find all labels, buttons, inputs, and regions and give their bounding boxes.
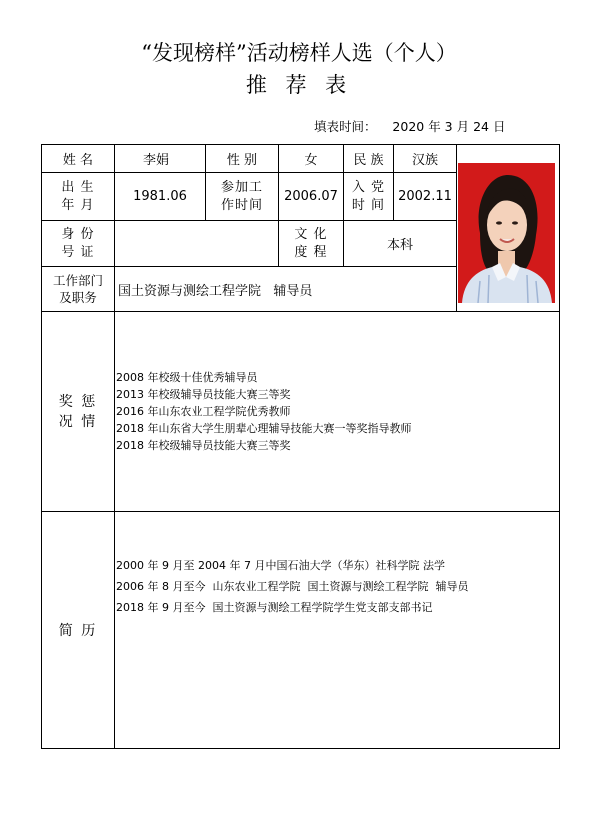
portrait-photo (458, 163, 555, 303)
table-rule (456, 144, 457, 312)
party-label-line2: 时 间 (351, 197, 386, 213)
birth-label-line1: 出 生 (61, 179, 95, 195)
list-item: 2018 年校级辅导员技能大赛三等奖 (116, 439, 291, 452)
id-label-line1: 身 份 (61, 226, 95, 242)
list-item: 2013 年校级辅导员技能大赛三等奖 (116, 388, 291, 401)
list-item: 2000 年 9 月至 2004 年 7 月中国石油大学（华东）社科学院 法学 (116, 559, 445, 572)
birth-value: 1981.06 (133, 189, 187, 204)
dept-label-line2: 及职务 (59, 290, 97, 305)
id-value (115, 221, 278, 266)
form-subtitle: 推 荐 表 (245, 73, 353, 97)
name-value: 李娟 (143, 153, 170, 168)
resume-label: 简 历 (58, 623, 98, 639)
dept-label-line1: 工作部门 (52, 273, 103, 288)
table-rule (41, 511, 560, 512)
work-start-label (206, 173, 278, 220)
gender-value: 女 (304, 153, 318, 168)
education-label-line2: 度 程 (294, 244, 328, 260)
table-border-right (559, 144, 560, 749)
list-item: 2016 年山东农业工程学院优秀教师 (116, 405, 291, 418)
list-item: 2008 年校级十佳优秀辅导员 (116, 371, 258, 384)
list-item: 2006 年 8 月至今 山东农业工程学院 国土资源与测绘工程学院 辅导员 (116, 580, 469, 593)
form-title: “发现榜样”活动榜样人选（个人） (141, 41, 457, 65)
awards-label (42, 312, 114, 511)
name-label: 姓 名 (62, 153, 94, 168)
education-value: 本科 (386, 238, 413, 253)
work-start-label-line1: 参加工 (220, 179, 263, 195)
table-rule (41, 311, 560, 312)
resume-list (116, 555, 468, 618)
id-label (42, 221, 114, 266)
awards-label-line1: 奖 惩 (58, 393, 98, 410)
fill-date-value: 2020 年 3 月 24 日 (392, 119, 506, 134)
party-value: 2002.11 (398, 189, 452, 204)
awards-label-line2: 况 情 (58, 413, 98, 430)
birth-label (42, 173, 114, 220)
ethnicity-label: 民 族 (353, 153, 384, 168)
portrait-image (458, 163, 555, 303)
work-start-label-line2: 作时间 (220, 197, 263, 213)
fill-date (314, 117, 505, 135)
gender-label: 性 别 (226, 153, 258, 168)
work-start-value: 2006.07 (284, 189, 338, 204)
ethnicity-value: 汉族 (411, 153, 438, 168)
fill-date-label: 填表时间： (314, 119, 377, 134)
dept-label (42, 267, 114, 311)
birth-label-line2: 年 月 (61, 197, 95, 213)
education-label (279, 221, 343, 266)
party-label-line1: 入 党 (351, 179, 386, 195)
list-item: 2018 年 9 月至今 国土资源与测绘工程学院学生党支部支部书记 (116, 601, 433, 614)
id-label-line2: 号 证 (61, 244, 95, 260)
education-label-line1: 文 化 (294, 226, 328, 242)
table-border-bottom (41, 748, 560, 749)
awards-list (116, 369, 412, 454)
party-label (344, 173, 393, 220)
dept-value: 国土资源与测绘工程学院 辅导员 (118, 283, 313, 299)
list-item: 2018 年山东省大学生朋辈心理辅导技能大赛一等奖指导教师 (116, 422, 412, 435)
